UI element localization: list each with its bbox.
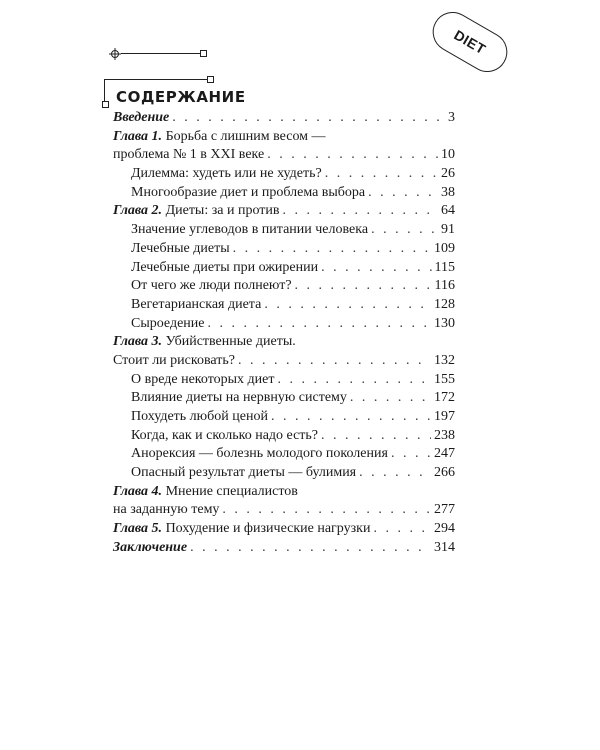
toc-entry: [113, 521, 455, 540]
page-number: 130: [434, 315, 455, 331]
dot-leader: [207, 316, 431, 332]
toc-subentry: [113, 166, 455, 185]
entry-title: Значение углеводов в питании человека: [131, 222, 369, 238]
toc-subentry: [113, 297, 455, 316]
dot-leader: [321, 260, 431, 276]
page-number: 26: [441, 166, 455, 182]
entry-title: Влияние диеты на нервную систему: [131, 390, 347, 406]
dot-leader: [325, 166, 438, 182]
entry-title: Похудеть любой ценой: [131, 409, 268, 424]
chapter-title: Борьба с лишним весом —: [165, 128, 326, 144]
page-number: 109: [434, 240, 455, 256]
entry-title: О вреде некоторых диет: [131, 371, 275, 387]
entry-title: Стоит ли рисковать?: [113, 352, 235, 368]
page-number: 115: [434, 259, 455, 275]
page-number: 64: [441, 203, 455, 219]
page-number: 238: [434, 427, 455, 443]
entry-title: Введение: [113, 110, 170, 125]
toc-subentry: [113, 372, 455, 391]
frame-line-heading: [104, 79, 208, 80]
frame-line-vertical: [104, 79, 105, 103]
dot-leader: [271, 409, 431, 425]
dot-leader: [267, 147, 438, 163]
dot-leader: [238, 353, 431, 369]
toc-entry: [113, 484, 455, 503]
dot-leader: [350, 390, 431, 406]
chapter-number: Глава 1.: [113, 128, 163, 144]
dot-leader: [371, 222, 438, 238]
toc-subentry: [113, 409, 455, 428]
page-number: 172: [434, 390, 455, 406]
page-title: СОДЕРЖАНИЕ: [116, 88, 246, 106]
entry-title: Опасный результат диеты — булимия: [131, 465, 357, 481]
dot-leader: [359, 465, 431, 481]
entry-title: Заключение: [113, 539, 188, 555]
chapter-title: Диеты: за и против: [165, 203, 280, 219]
page-number: 314: [434, 539, 455, 555]
entry-title: Сыроедение: [131, 315, 205, 331]
entry-title: Дилемма: худеть или не худеть?: [131, 166, 322, 182]
dot-leader: [368, 185, 438, 201]
toc-subentry: [113, 241, 455, 260]
toc-entry: [113, 110, 455, 129]
page-number: 3: [448, 110, 455, 125]
frame-corner-square: [200, 50, 207, 57]
page-number: 128: [434, 296, 455, 312]
page-number: 116: [434, 278, 455, 294]
dot-leader: [264, 297, 431, 313]
toc-subentry: [113, 278, 455, 297]
page-number: 10: [441, 147, 455, 163]
chapter-number: Глава 2.: [113, 203, 163, 219]
entry-title: Вегетарианская диета: [131, 296, 262, 312]
toc-subentry: [113, 446, 455, 465]
toc-subentry: [113, 185, 455, 204]
entry-title: Анорексия — болезнь молодого поколения: [131, 446, 388, 462]
dot-leader: [295, 278, 432, 294]
toc-entry: [113, 147, 455, 166]
table-of-contents: [113, 110, 455, 559]
dot-leader: [373, 521, 431, 537]
toc-subentry: [113, 260, 455, 279]
chapter-number: Глава 3.: [113, 334, 163, 350]
dot-leader: [190, 540, 431, 556]
chapter-number: Глава 4.: [113, 483, 163, 499]
dot-leader: [172, 110, 445, 126]
entry-title: Лечебные диеты при ожирении: [131, 259, 319, 275]
toc-entry: [113, 129, 455, 148]
toc-entry: [113, 353, 455, 372]
toc-subentry: [113, 222, 455, 241]
entry-title: Лечебные диеты: [131, 240, 230, 256]
crosshair-mark-icon: [109, 48, 121, 60]
page-number: 91: [441, 222, 455, 238]
page-number: 247: [434, 446, 455, 462]
page-number: 294: [434, 521, 455, 537]
frame-corner-square: [207, 76, 214, 83]
chapter-number: Глава 5.: [113, 521, 163, 537]
toc-subentry: [113, 428, 455, 447]
dot-leader: [233, 241, 431, 257]
entry-title: на заданную тему: [113, 502, 220, 518]
frame-line-top: [121, 53, 201, 54]
entry-title: Когда, как и сколько надо есть?: [131, 427, 319, 443]
page-number: 155: [434, 371, 455, 387]
toc-entry: [113, 334, 455, 353]
dot-leader: [278, 372, 432, 388]
entry-title: От чего же люди полнеют?: [131, 278, 292, 294]
toc-subentry: [113, 390, 455, 409]
toc-subentry: [113, 465, 455, 484]
dot-leader: [321, 428, 431, 444]
diet-tag-label: DIET: [425, 5, 514, 80]
toc-entry: [113, 203, 455, 222]
entry-title: Многообразие диет и проблема выбора: [131, 184, 366, 200]
dot-leader: [283, 203, 439, 219]
chapter-title: Убийственные диеты.: [165, 334, 296, 350]
toc-entry: [113, 502, 455, 521]
chapter-title: Мнение специалистов: [165, 483, 298, 499]
toc-subentry: [113, 316, 455, 335]
dot-leader: [391, 446, 431, 462]
page-number: 197: [434, 409, 455, 424]
page-number: 38: [441, 184, 455, 200]
page-number: 266: [434, 465, 455, 481]
page-number: 132: [434, 352, 455, 368]
chapter-title: Похудение и физические нагрузки: [165, 521, 371, 537]
toc-entry: [113, 540, 455, 559]
page-number: 277: [434, 502, 455, 518]
frame-corner-square: [102, 101, 109, 108]
entry-title: проблема № 1 в XXI веке: [113, 147, 265, 163]
dot-leader: [222, 502, 431, 518]
